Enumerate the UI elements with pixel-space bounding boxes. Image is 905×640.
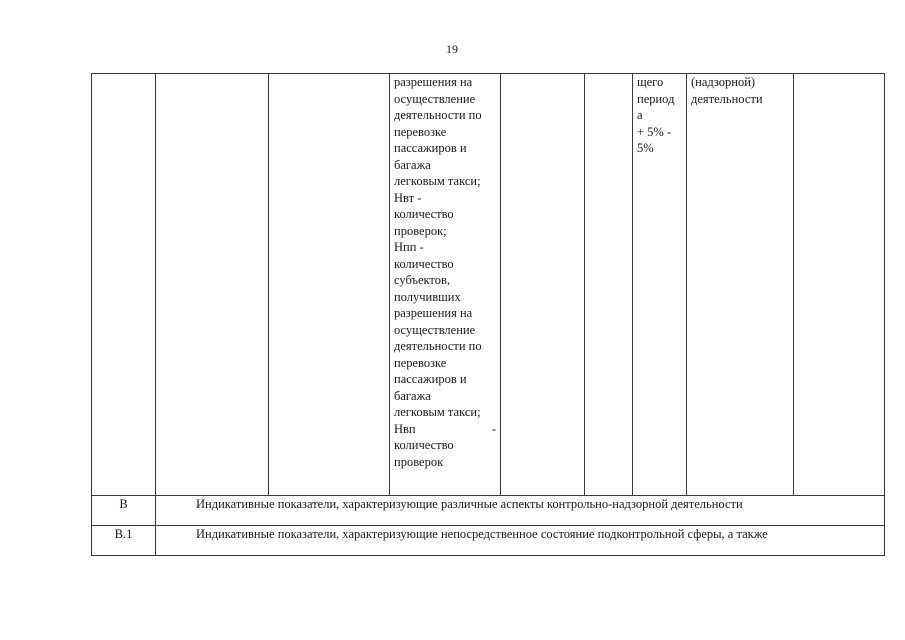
nvp-dash: -	[491, 421, 496, 436]
nvp-line	[394, 421, 496, 438]
page-number: 19	[446, 42, 458, 56]
indicators-table	[91, 73, 885, 556]
section-title-b: Индикативные показатели, характеризующие различные аспекты контрольно-надзорной деятельности	[156, 496, 885, 526]
table-cell-col2	[156, 74, 269, 496]
table-row-section-b1	[92, 526, 885, 556]
nvp-description-text: количество проверок	[394, 438, 454, 469]
table-cell-col3	[269, 74, 390, 496]
table-row-continuation	[92, 74, 885, 496]
section-code-b: В	[92, 496, 156, 526]
section-title-b1: Индикативные показатели, характеризующие непосредственное состояние подконтрольной сферы, а также	[156, 526, 885, 556]
period-tolerance-text: щего период а + 5% - 5%	[637, 75, 675, 155]
table-row-section-b	[92, 496, 885, 526]
table-cell-col9	[794, 74, 885, 496]
supervision-text: (надзорной) деятельности	[691, 75, 763, 106]
table-cell-col5	[501, 74, 585, 496]
table-cell-col1	[92, 74, 156, 496]
table-cell-period-tolerance	[633, 74, 687, 496]
nvp-label: Нвп	[394, 421, 416, 436]
table-cell-supervision	[687, 74, 794, 496]
table-cell-formula-description	[390, 74, 501, 496]
section-code-b1: В.1	[92, 526, 156, 556]
table-cell-col6	[585, 74, 633, 496]
formula-description-text: разрешения на осуществление деятельности по перевозке пассажиров и багажа легковым такси; Нвт - количество проверок; Нпп - количество субъектов, получивших разрешения на осуществление деятельности по перевозке пассажиров и багажа легковым такси;	[394, 75, 482, 419]
